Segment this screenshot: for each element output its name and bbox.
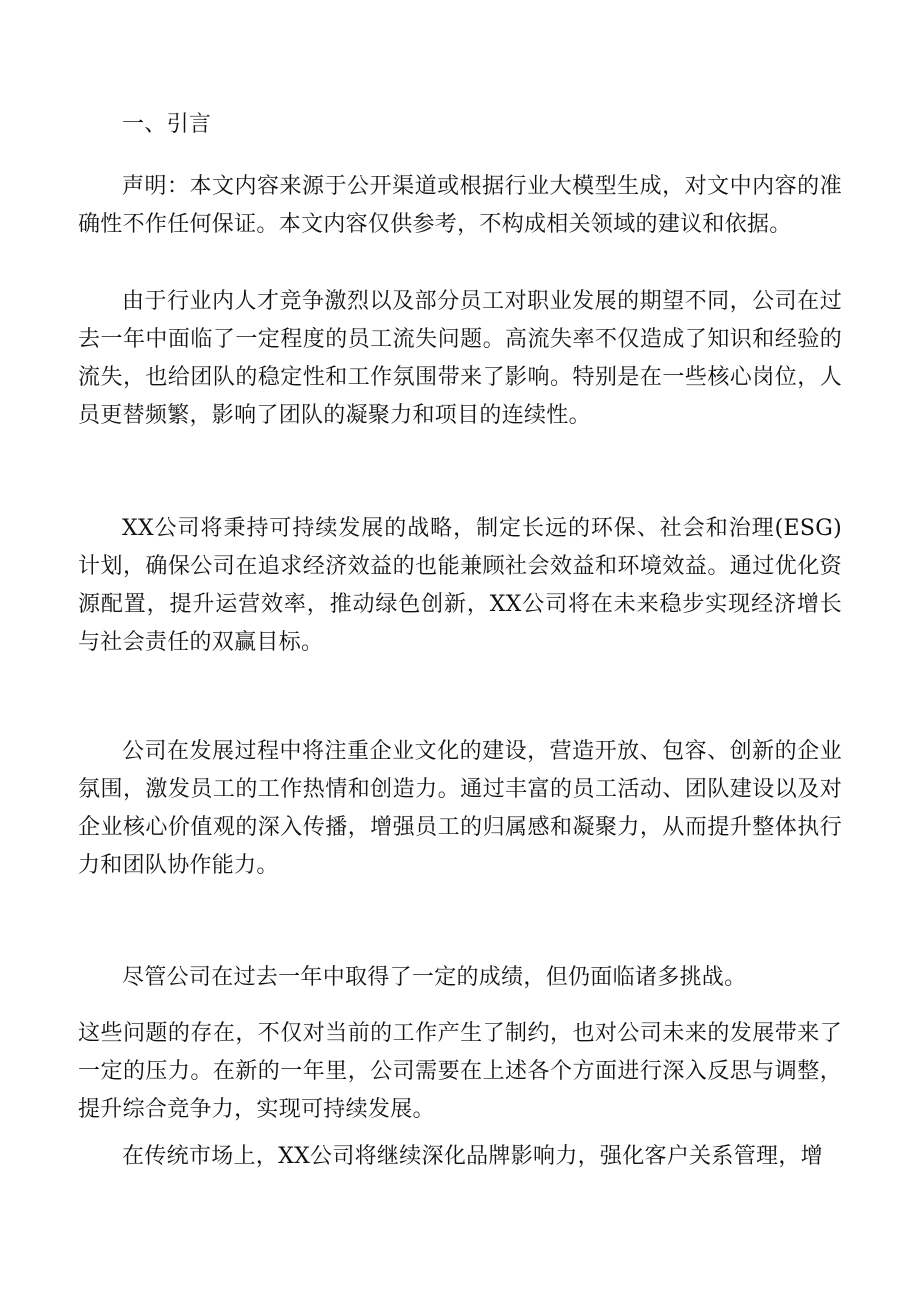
body-paragraph-challenges: 尽管公司在过去一年中取得了一定的成绩，但仍面临诸多挑战。	[122, 965, 747, 990]
body-paragraph-esg: XX公司将秉持可持续发展的战略，制定长远的环保、社会和治理(ESG)计划，确保公司在追求经济效益的也能兼顾社会效益和环境效益。通过优化资源配置，提升运营效率，推动绿色创新，XX公司将在未来稳步实现经济增长与社会责任的双赢目标。	[78, 516, 842, 655]
disclaimer-paragraph: 声明：本文内容来源于公开渠道或根据行业大模型生成，对文中内容的准确性不作任何保证。本文内容仅供参考，不构成相关领域的建议和依据。	[78, 174, 842, 237]
body-paragraph-staff-turnover: 由于行业内人才竞争激烈以及部分员工对职业发展的期望不同，公司在过去一年中面临了一定程度的员工流失问题。高流失率不仅造成了知识和经验的流失，也给团队的稳定性和工作氛围带来了影响。特别是在一些核心岗位，人员更替频繁，影响了团队的凝聚力和项目的连续性。	[78, 289, 842, 428]
section-heading: 一、引言	[122, 112, 212, 137]
document-page	[78, 0, 842, 1301]
body-paragraph-market: 在传统市场上，XX公司将继续深化品牌影响力，强化客户关系管理，增	[122, 1144, 823, 1169]
body-paragraph-pressure: 这些问题的存在，不仅对当前的工作产生了制约，也对公司未来的发展带来了一定的压力。在新的一年里，公司需要在上述各个方面进行深入反思与调整，提升综合竞争力，实现可持续发展。	[78, 1021, 842, 1122]
body-paragraph-culture: 公司在发展过程中将注重企业文化的建设，营造开放、包容、创新的企业氛围，激发员工的工作热情和创造力。通过丰富的员工活动、团队建设以及对企业核心价值观的深入传播，增强员工的归属感和凝聚力，从而提升整体执行力和团队协作能力。	[78, 739, 842, 878]
